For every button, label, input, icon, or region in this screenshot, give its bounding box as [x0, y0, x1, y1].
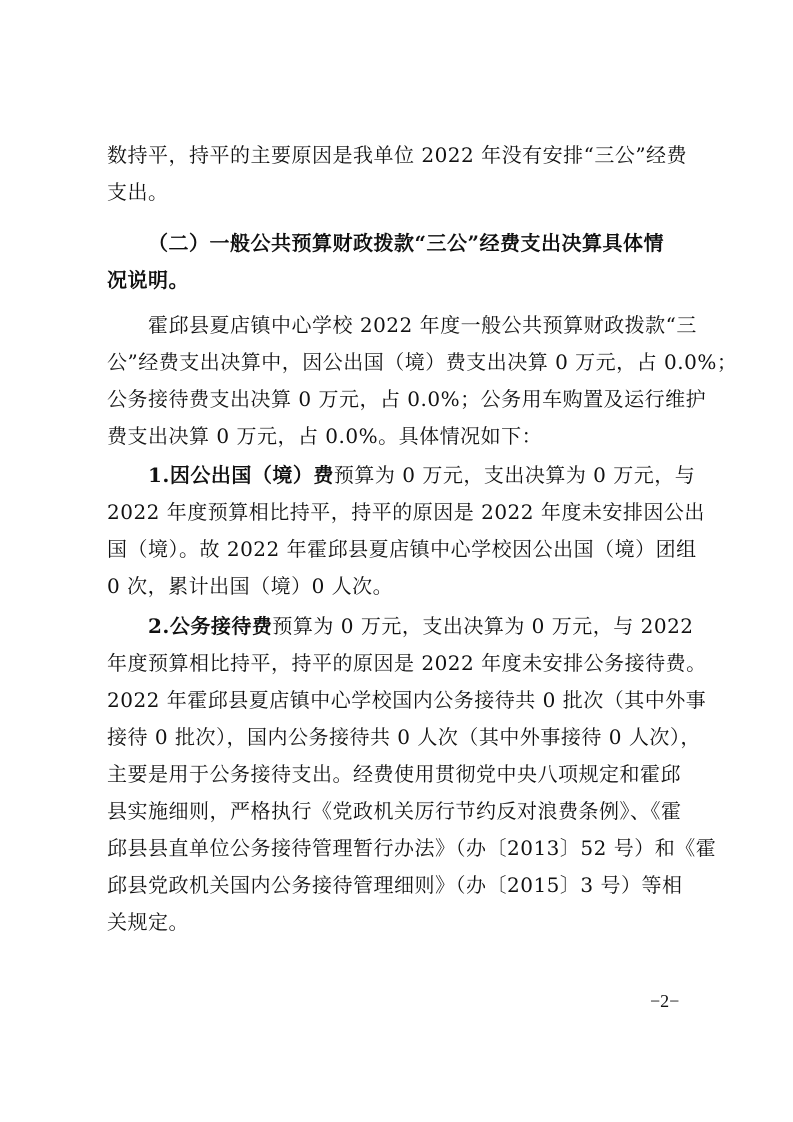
body-line: 县实施细则，严格执行《党政机关厉行节约反对浪费条例》、《霍 — [107, 799, 682, 823]
page-number: −2− — [650, 991, 680, 1011]
body-line: 邱县党政机关国内公务接待管理细则》（办〔2015〕3 号）等相 — [107, 873, 683, 897]
body-line: 2022 年霍邱县夏店镇中心学校国内公务接待共 0 批次（其中外事 — [107, 688, 707, 712]
body-line: 0 次，累计出国（境）0 人次。 — [107, 574, 394, 598]
body-line: 年度预算相比持平，持平的原因是 2022 年度未安排公务接待费。 — [107, 651, 707, 675]
body-line: 公”经费支出决算中，因公出国（境）费支出决算 0 万元，占 0.0%； — [107, 350, 738, 374]
item-1-line — [148, 457, 738, 494]
section-heading: （二）一般公共预算财政拨款“三公”经费支出决算具体情 — [148, 231, 665, 255]
body-line: 霍邱县夏店镇中心学校 2022 年度一般公共预算财政拨款“三 — [148, 313, 697, 337]
body-line: 2022 年度预算相比持平，持平的原因是 2022 年度未安排因公出 — [107, 500, 705, 524]
body-line: 国（境）。故 2022 年霍邱县夏店镇中心学校因公出国（境）团组 — [107, 537, 697, 561]
item-2-line — [148, 608, 738, 645]
body-line: 关规定。 — [107, 910, 189, 934]
body-line: 接待 0 批次），国内公务接待共 0 人次（其中外事接待 0 人次）， — [107, 725, 701, 749]
body-line: 主要是用于公务接待支出。经费使用贯彻党中央八项规定和霍邱 — [107, 762, 681, 786]
section-heading-cont: 况说明。 — [107, 268, 189, 292]
body-line: 公务接待费支出决算 0 万元，占 0.0%；公务用车购置及运行维护 — [107, 387, 707, 411]
body-line: 数持平，持平的主要原因是我单位 2022 年没有安排“三公”经费 — [107, 143, 688, 167]
item-2-heading: 2.公务接待费 — [148, 614, 273, 638]
item-1-text: 预算为 0 万元，支出决算为 0 万元，与 — [333, 463, 696, 487]
item-2-text: 预算为 0 万元，支出决算为 0 万元，与 2022 — [272, 614, 694, 638]
item-1-heading: 1.因公出国（境）费 — [148, 463, 334, 487]
body-line: 费支出决算 0 万元，占 0.0%。具体情况如下： — [107, 424, 543, 448]
body-line: 支出。 — [107, 180, 169, 204]
body-line: 邱县县直单位公务接待管理暂行办法》（办〔2013〕52 号）和《霍 — [107, 836, 717, 860]
